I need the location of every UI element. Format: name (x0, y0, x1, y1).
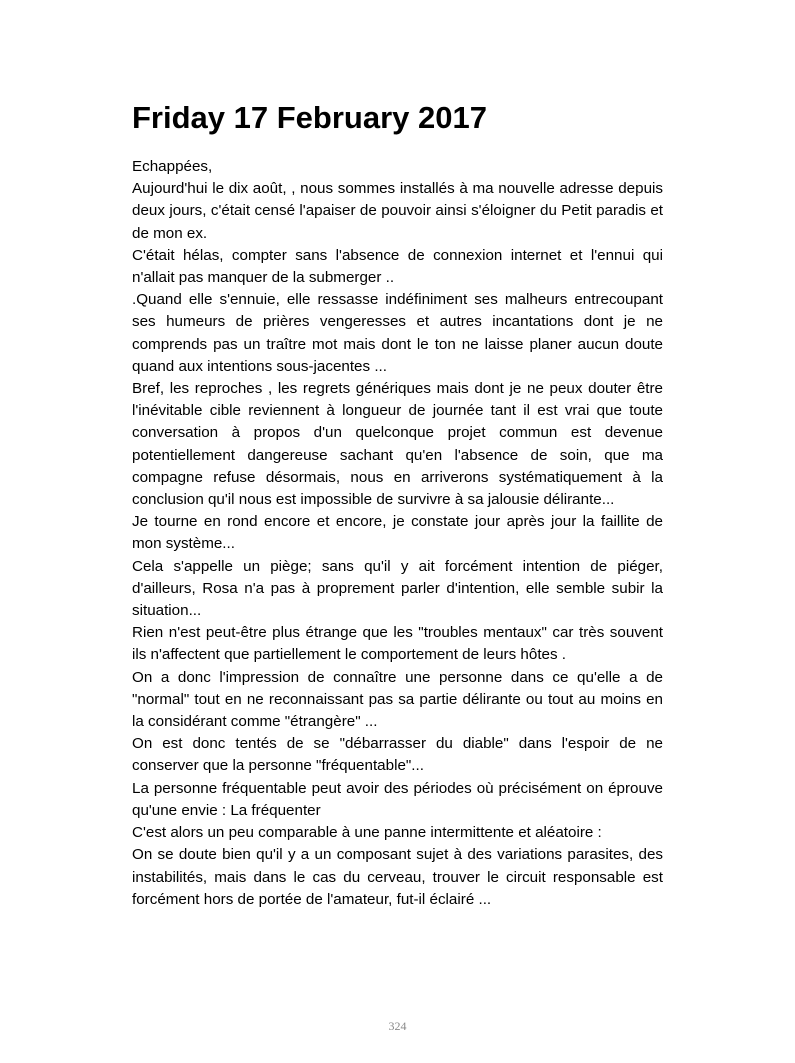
paragraph: Rien n'est peut-être plus étrange que les "troubles mentaux" car très souvent ils n'affectent que partiellement le comportement de leurs hôtes . (132, 624, 663, 664)
page-title: Friday 17 February 2017 (132, 100, 487, 135)
paragraph: On est donc tentés de se "débarrasser du diable" dans l'espoir de ne conserver que la personne "fréquentable"... (132, 735, 663, 775)
paragraph: C'était hélas, compter sans l'absence de connexion internet et l'ennui qui n'allait pas manquer de la submerger .. (132, 246, 663, 287)
paragraph: La personne fréquentable peut avoir des périodes où précisément on éprouve qu'une envie : La fréquenter (132, 779, 663, 819)
paragraph: Echappées, (132, 158, 213, 175)
paragraph: C'est alors un peu comparable à une panne intermittente et aléatoire : (132, 824, 602, 842)
paragraph: Bref, les reproches , les regrets génériques mais dont je ne peux douter être l'inévitable cible reviennent à longueur de journée tant il est vrai que toute conversation à propos d'un quelconque projet commun est devenue potentiellement dangereuse sachant qu'en l'absence de soin, que ma compagne refuse désormais, nous en arriverons systématiquement à la conclusion qu'il nous est impossible de survivre à sa jalousie délirante... (132, 380, 663, 509)
paragraph: On se doute bien qu'il y a un composant sujet à des variations parasites, des instabilités, mais dans le cas du cerveau, trouver le circuit responsable est forcément hors de portée de l'amateur, fut-il éclairé ... (132, 846, 663, 908)
body-text (132, 156, 663, 911)
paragraph: .Quand elle s'ennuie, elle ressasse indéfiniment ses malheurs entrecoupant ses humeurs de prières vengeresses et autres incantations dont je ne comprends pas un traître mot mais dont le ton ne laisse planer aucun doute quand aux intentions sous-jacentes ... (132, 291, 663, 375)
paragraph: Cela s'appelle un piège; sans qu'il y ait forcément intention de piéger, d'ailleurs, Rosa n'a pas à proprement parler d'intention, elle semble subir la situation... (132, 557, 663, 620)
paragraph: Je tourne en rond encore et encore, je constate jour après jour la faillite de mon système... (132, 513, 663, 553)
paragraph: On a donc l'impression de connaître une personne dans ce qu'elle a de "normal" tout en ne reconnaissant pas sa partie délirante ou tout au moins en la considérant comme "étrangère" ... (132, 668, 663, 731)
page-number: 324 (388, 1019, 407, 1033)
paragraph: Aujourd'hui le dix août, , nous sommes installés à ma nouvelle adresse depuis deux jours, c'était censé l'apaiser de pouvoir ainsi s'éloigner du Petit paradis et de mon ex. (132, 180, 663, 242)
